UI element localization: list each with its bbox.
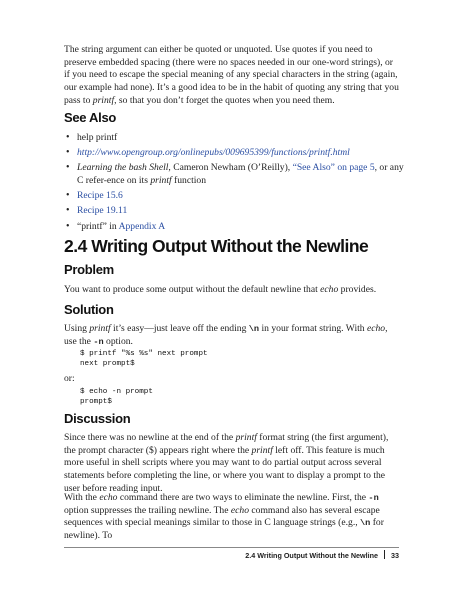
intro-printf-term: printf	[92, 94, 115, 106]
discussion-paragraph-2	[64, 492, 399, 543]
problem-paragraph	[64, 284, 399, 297]
book-ref-text: , or any C refer-ence on its	[77, 162, 404, 186]
opengroup-printf-link[interactable]: http://www.opengroup.org/onlinepubs/009695399/functions/printf.html	[77, 147, 350, 159]
problem-echo-term: echo	[320, 284, 339, 295]
discussion-paragraph-1	[64, 432, 399, 496]
problem-heading: Problem	[64, 262, 114, 277]
code-block-echo	[80, 388, 153, 407]
discussion-echo-term: echo	[230, 504, 250, 516]
discussion-text: Since there was no newline at the end of the	[64, 432, 236, 443]
code-line: $ echo -n prompt	[80, 388, 153, 396]
intro-text-end: , so that you don’t forget the quotes when you need them.	[114, 94, 335, 106]
solution-text: Using	[64, 323, 90, 334]
page-footer	[245, 550, 399, 560]
solution-heading: Solution	[64, 302, 114, 317]
solution-echo-term: echo	[366, 323, 386, 334]
or-label: or:	[64, 373, 75, 384]
page-number: 33	[391, 551, 399, 560]
solution-text: in your format string. With	[259, 323, 367, 334]
footer-section-title: 2.4 Writing Output Without the Newline	[245, 551, 378, 560]
list-item	[64, 162, 404, 187]
problem-text-end: provides.	[338, 284, 377, 295]
help-printf-text: help printf	[77, 132, 118, 143]
n-option: -n	[368, 493, 379, 503]
section-title: 2.4 Writing Output Without the Newline	[64, 236, 369, 256]
code-line: $ printf "%s %s" next prompt	[80, 350, 208, 358]
book-printf-term: printf	[150, 174, 172, 186]
book-author-text: , Cameron Newham (O’Reilly),	[168, 162, 293, 174]
recipe-19-11-link[interactable]: Recipe 19.11	[77, 205, 128, 217]
footer-separator	[384, 550, 385, 559]
solution-text-end: option.	[103, 335, 133, 347]
code-line: prompt$	[80, 397, 112, 406]
newline-escape: \n	[248, 324, 260, 334]
discussion-text: left off. This feature is much more useful in shell scripts where you may want to do partial output across several statements before completing the line, or where you want to display a prompt to the user before reading input.	[64, 444, 386, 494]
code-line: next prompt$	[80, 359, 135, 368]
recipe-15-6-link[interactable]: Recipe 15.6	[77, 190, 123, 202]
list-item	[64, 205, 404, 218]
intro-text: The string argument can either be quoted or unquoted. Use quotes if you need to preserve embedded spacing (there were no spaces needed in our one-word strings), or if you need to escape the special meaning of any special characters in the string (again, our example had none). It’s a good idea to be in the habit of quoting any string that you pass to	[64, 44, 399, 106]
see-also-heading: See Also	[64, 110, 117, 125]
appendix-a-link[interactable]: Appendix A	[118, 220, 166, 232]
discussion-text: command there are two ways to eliminate the newline. First, the	[117, 492, 369, 503]
list-item	[64, 221, 404, 234]
see-also-list	[64, 132, 404, 236]
problem-text: You want to produce some output without the default newline that	[64, 284, 321, 295]
list-item	[64, 147, 404, 160]
solution-text: , use the	[64, 323, 388, 347]
appendix-ref-text: “printf” in	[77, 220, 119, 232]
solution-printf-term: printf	[89, 323, 111, 334]
footer-divider	[64, 547, 399, 548]
discussion-echo-term: echo	[99, 492, 118, 503]
discussion-text: for newline). To	[64, 517, 384, 542]
solution-paragraph	[64, 323, 399, 348]
discussion-text: command also has several escape sequences with special meanings similar to those in C language strings (e.g.,	[64, 504, 380, 529]
book-title: Learning the bash Shell	[77, 162, 169, 174]
book-ref-end: function	[171, 174, 207, 186]
n-option: -n	[93, 336, 104, 347]
code-block-printf	[80, 350, 208, 369]
solution-text: it’s easy—just leave off the ending	[110, 323, 249, 334]
discussion-text: With the	[64, 492, 100, 503]
discussion-printf-term: printf	[235, 432, 257, 443]
discussion-text: format string (the first argument), the prompt character ($) appears right where the	[64, 432, 389, 456]
discussion-printf-term: printf	[251, 444, 273, 456]
newline-escape: \n	[360, 518, 371, 529]
see-also-page5-link[interactable]: “See Also” on page 5	[292, 162, 375, 174]
discussion-heading: Discussion	[64, 411, 131, 426]
list-item	[64, 132, 404, 145]
intro-paragraph	[64, 44, 399, 108]
discussion-text: option suppresses the trailing newline. The	[64, 504, 231, 516]
list-item	[64, 190, 404, 203]
